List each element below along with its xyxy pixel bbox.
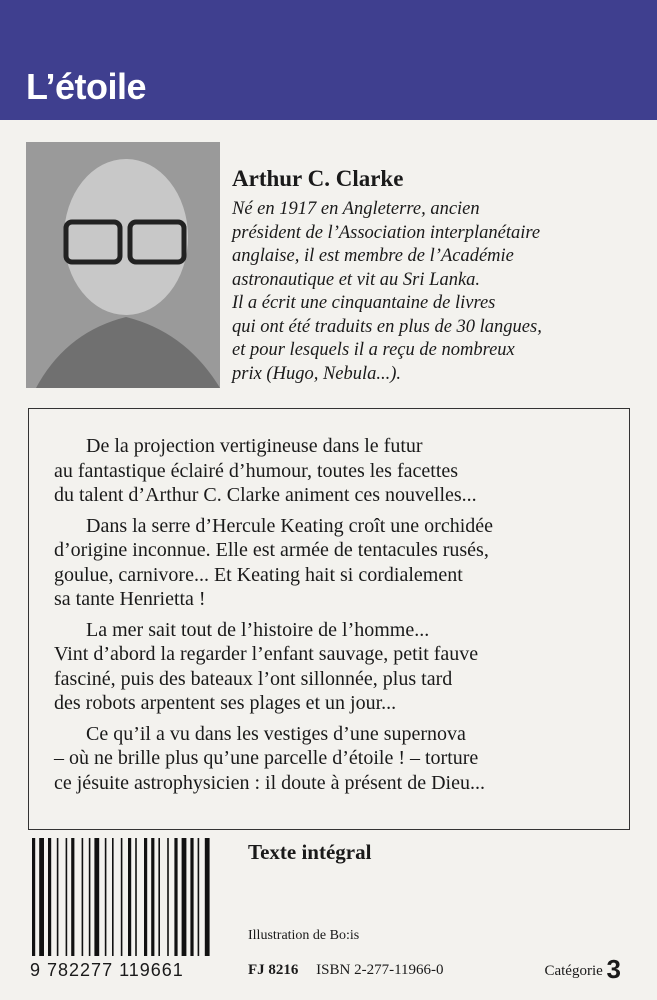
texte-integral-label: Texte intégral <box>248 840 372 864</box>
barcode-bar <box>112 838 114 956</box>
summary-line: d’origine inconnue. Elle est armée de tentacules rusés, <box>54 539 489 561</box>
barcode-bar <box>39 838 44 956</box>
summary-line: Vint d’abord la regarder l’enfant sauvage, petit fauve <box>54 643 479 665</box>
bio-line: prix (Hugo, Nebula...). <box>232 363 402 384</box>
author-name: Arthur C. Clarke <box>232 166 404 191</box>
summary-line: des robots arpentent ses plages et un jour... <box>54 692 397 714</box>
summary-line: Dans la serre d’Hercule Keating croît une orchidée <box>86 514 494 537</box>
barcode-bar <box>105 838 107 956</box>
barcode-bar <box>71 838 74 956</box>
barcode-bar <box>94 838 99 956</box>
bio-line: Il a écrit une cinquantaine de livres <box>232 293 496 313</box>
barcode-bar <box>121 838 123 956</box>
barcode-bar <box>89 838 91 956</box>
summary-line: Ce qu’il a vu dans les vestiges d’une supernova <box>86 722 466 745</box>
bio-line: et pour lesquels il a reçu de nombreux <box>232 340 515 360</box>
bio-line: Né en 1917 en Angleterre, ancien <box>232 199 480 219</box>
summary-line: sa tante Henrietta ! <box>54 588 206 610</box>
barcode-bar <box>57 838 59 956</box>
summary-line: au fantastique éclairé d’humour, toutes les facettes <box>54 459 459 482</box>
author-portrait-illustration <box>26 142 220 388</box>
bio-line: président de l’Association interplanétaire <box>232 222 541 243</box>
barcode-bar <box>151 838 154 956</box>
barcode-bar <box>174 838 177 956</box>
summary-line: du talent d’Arthur C. Clarke animent ces nouvelles... <box>54 484 477 506</box>
barcode-number: 9 782277 119661 <box>30 960 184 980</box>
barcode-bar <box>182 838 187 956</box>
illustration-credit: Illustration de Bo:is <box>248 928 360 943</box>
barcode-bar <box>128 838 131 956</box>
summary-line: – où ne brille plus qu’une parcelle d’étoile ! – torture <box>54 747 479 769</box>
barcode-bar <box>135 838 137 956</box>
author-bio <box>232 198 632 386</box>
barcode-bar <box>190 838 193 956</box>
barcode-bar <box>48 838 51 956</box>
barcode-bar <box>205 838 210 956</box>
summary-line: fasciné, puis des bateaux l’ont sillonnée, plus tard <box>54 667 453 690</box>
barcode-bar <box>144 838 147 956</box>
bio-line: anglaise, il est membre de l’Académie <box>232 246 514 266</box>
publication-info <box>248 962 444 979</box>
summary-line: goulue, carnivore... Et Keating hait si cordialement <box>54 563 463 586</box>
barcode-bar <box>198 838 200 956</box>
barcode-bar <box>167 838 169 956</box>
category-label: Catégorie <box>544 963 603 979</box>
barcode-bar <box>32 838 35 956</box>
barcode-bar <box>66 838 68 956</box>
bio-line: astronautique et vit au Sri Lanka. <box>232 269 481 290</box>
author-photo <box>26 142 220 388</box>
barcode <box>28 838 238 956</box>
summary-line: ce jésuite astrophysicien : il doute à présent de Dieu... <box>54 771 485 794</box>
barcode-bar <box>82 838 84 956</box>
summary-line: La mer sait tout de l’histoire de l’homme... <box>86 618 430 641</box>
category-number: 3 <box>606 954 621 984</box>
category <box>544 954 621 985</box>
book-title: L’étoile <box>26 66 147 107</box>
isbn: ISBN 2-277-11966-0 <box>316 962 444 978</box>
bio-line: qui ont été traduits en plus de 30 langues, <box>232 316 542 337</box>
summary-line: De la projection vertigineuse dans le futur <box>86 435 423 457</box>
summary-text <box>54 428 634 801</box>
barcode-bar <box>158 838 160 956</box>
catalog-code: FJ 8216 <box>248 962 299 978</box>
